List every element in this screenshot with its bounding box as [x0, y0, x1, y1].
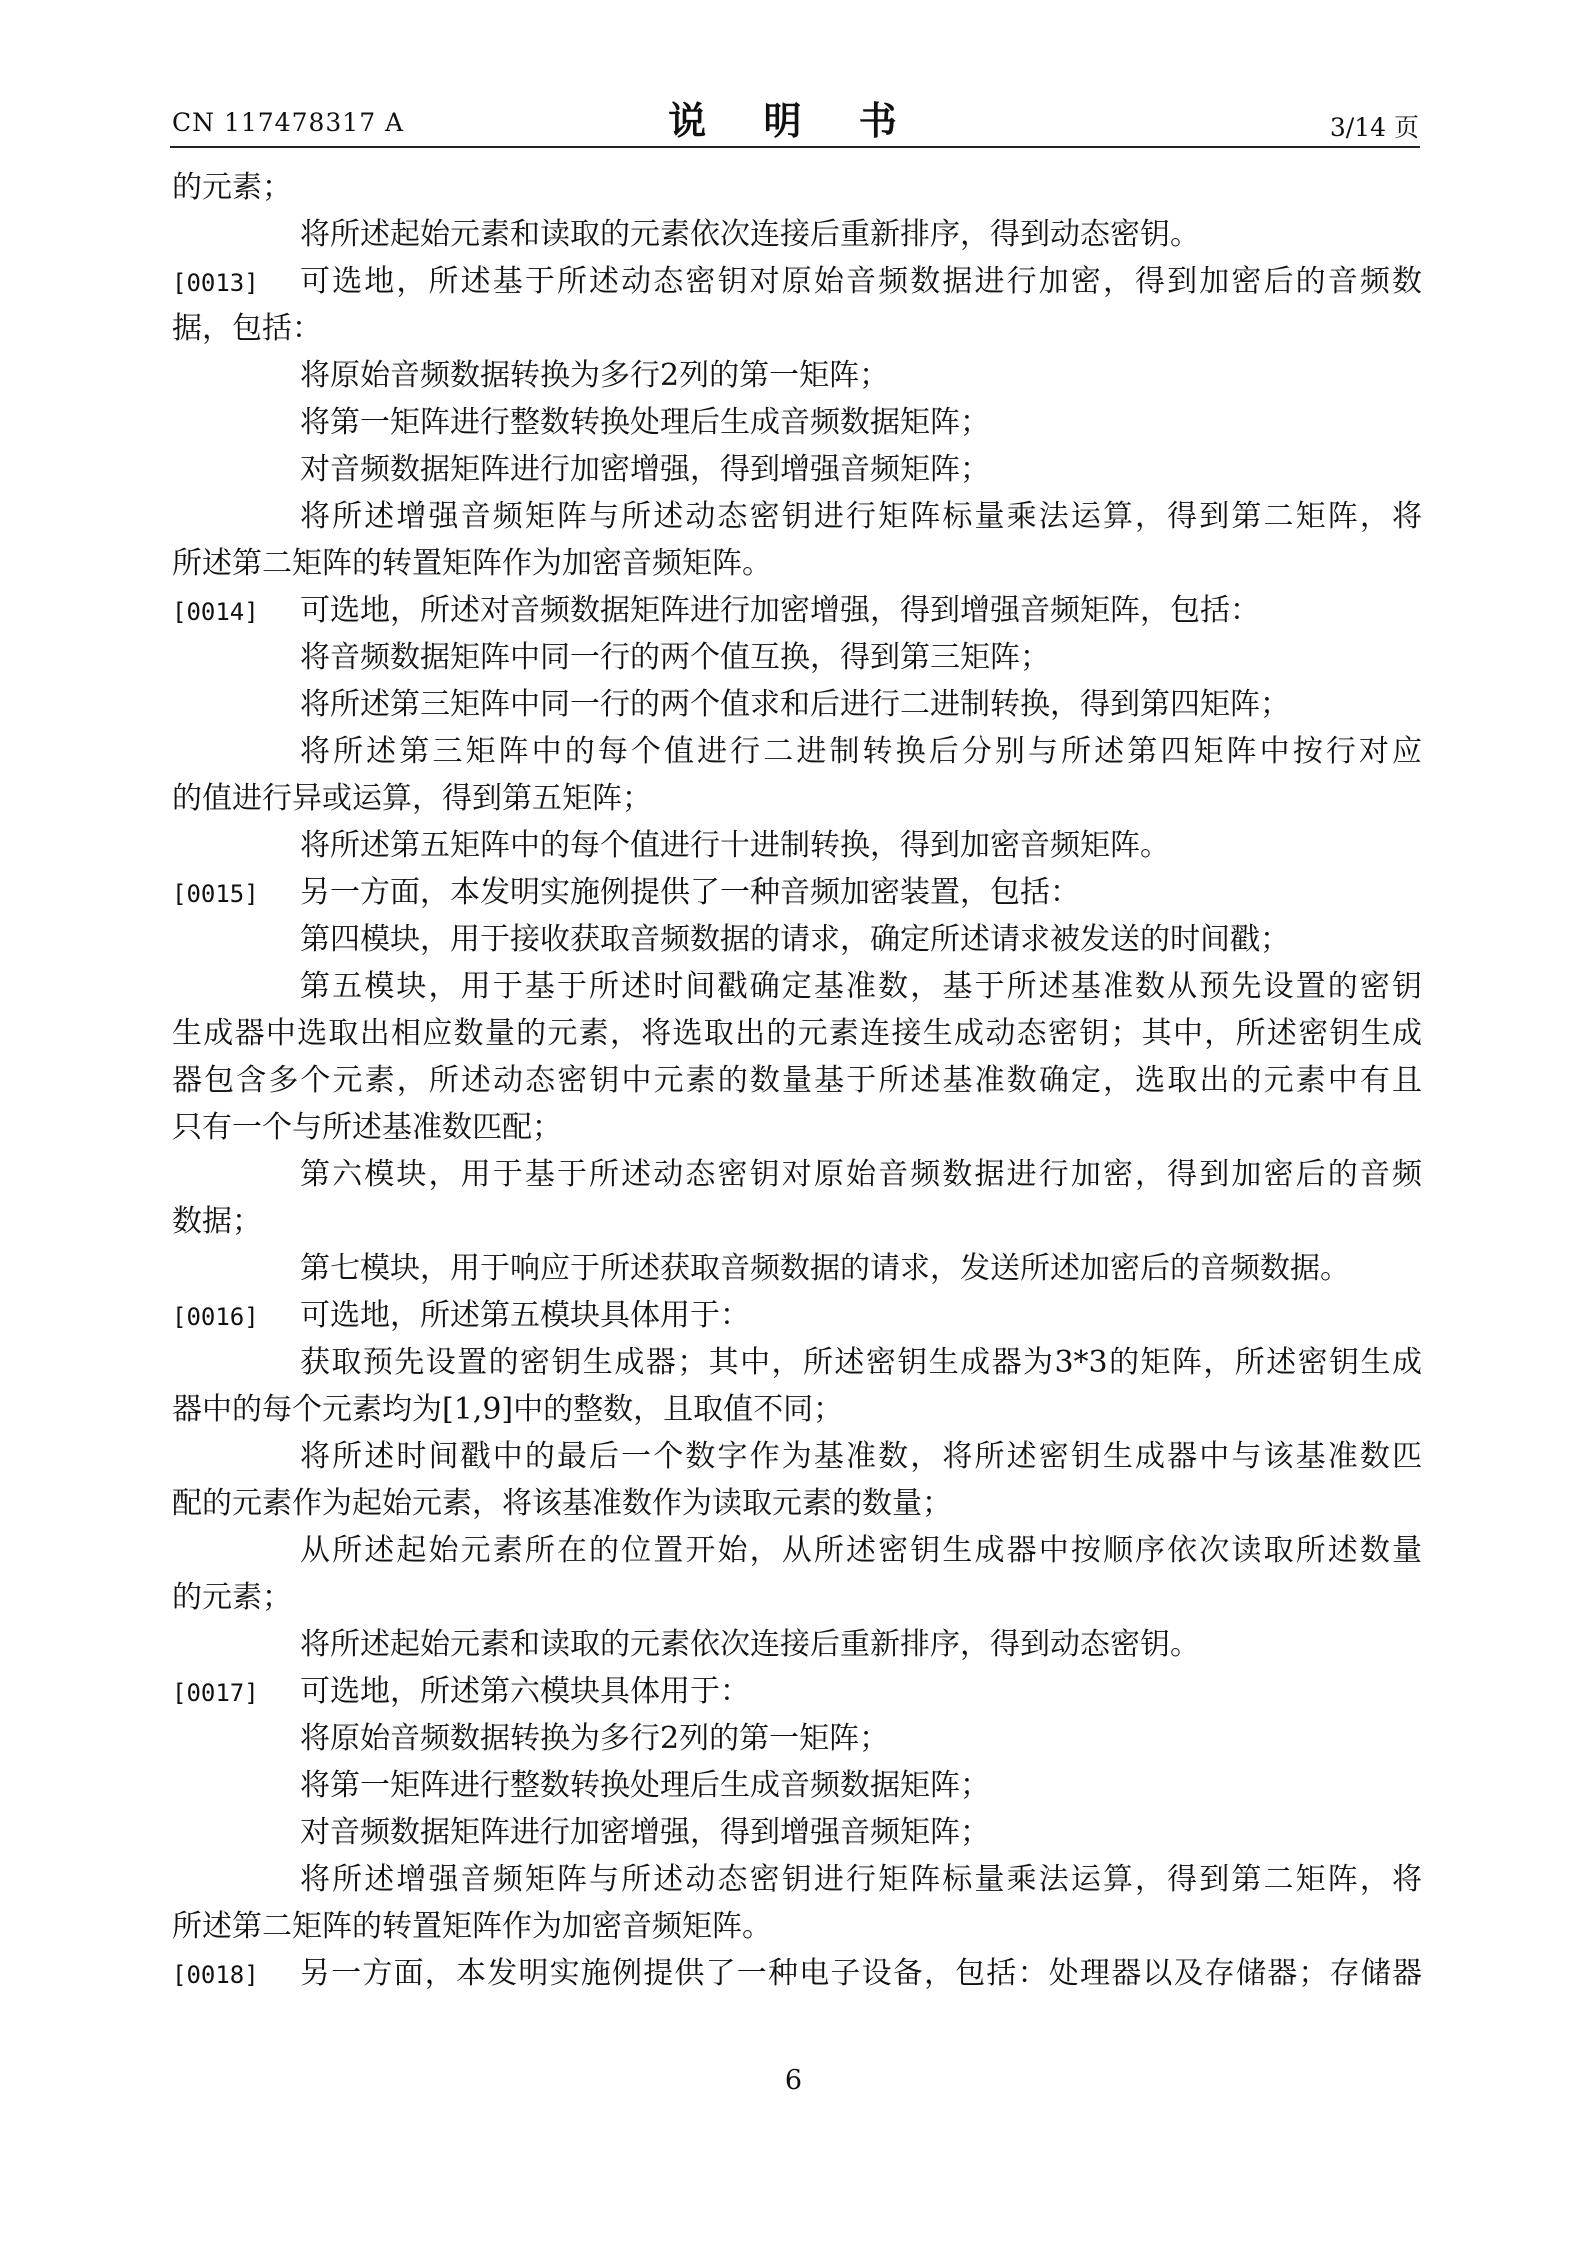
paragraph-line: 的元素；: [172, 170, 292, 205]
document-body: [172, 164, 1422, 1997]
document-title: 说 明 书: [668, 99, 919, 143]
paragraph-line: 将所述起始元素和读取的元素依次连接后重新排序，得到动态密钥。: [300, 1627, 1200, 1662]
paragraph-line: 配的元素作为起始元素，将该基准数作为读取元素的数量；: [172, 1486, 952, 1521]
paragraph-line: 将所述时间戳中的最后一个数字作为基准数，将所述密钥生成器中与该基准数匹: [300, 1439, 1422, 1474]
paragraph-line: [172, 1668, 1422, 1715]
paragraph-number: [0015]: [172, 880, 259, 908]
paragraph-line: 数据；: [172, 1204, 262, 1239]
paragraph-line: 据，包括：: [172, 311, 322, 346]
paragraph-line: [172, 1292, 1422, 1339]
page-indicator: 3/14 页: [1329, 113, 1419, 142]
paragraph-line: 对音频数据矩阵进行加密增强，得到增强音频矩阵；: [300, 452, 990, 487]
line-text: 可选地，所述基于所述动态密钥对原始音频数据进行加密，得到加密后的音频数: [300, 264, 1422, 299]
paragraph-line: 对音频数据矩阵进行加密增强，得到增强音频矩阵；: [300, 1815, 990, 1850]
header-divider: [170, 146, 1420, 148]
paragraph-line: 将原始音频数据转换为多行2列的第一矩阵；: [300, 1721, 890, 1756]
paragraph-line: 器包含多个元素，所述动态密钥中元素的数量基于所述基准数确定，选取出的元素中有且: [172, 1063, 1422, 1098]
paragraph-number: [0013]: [172, 269, 259, 297]
paragraph-line: 器中的每个元素均为[1,9]中的整数，且取值不同；: [172, 1392, 844, 1427]
line-text: 可选地，所述第五模块具体用于：: [300, 1298, 750, 1333]
paragraph-line: 的值进行异或运算，得到第五矩阵；: [172, 781, 652, 816]
paragraph-line: 第五模块，用于基于所述时间戳确定基准数，基于所述基准数从预先设置的密钥: [300, 969, 1422, 1004]
line-text: 另一方面，本发明实施例提供了一种音频加密装置，包括：: [300, 875, 1080, 910]
paragraph-line: [172, 258, 1422, 305]
paragraph-number: [0014]: [172, 598, 259, 626]
paragraph-line: 将原始音频数据转换为多行2列的第一矩阵；: [300, 358, 890, 393]
paragraph-line: 将所述增强音频矩阵与所述动态密钥进行矩阵标量乘法运算，得到第二矩阵，将: [300, 1862, 1422, 1897]
paragraph-line: 将音频数据矩阵中同一行的两个值互换，得到第三矩阵；: [300, 640, 1050, 675]
paragraph-line: 从所述起始元素所在的位置开始，从所述密钥生成器中按顺序依次读取所述数量: [300, 1533, 1422, 1568]
paragraph-line: [172, 1950, 1422, 1997]
paragraph-line: 将所述第五矩阵中的每个值进行十进制转换，得到加密音频矩阵。: [300, 828, 1170, 863]
paragraph-line: 第七模块，用于响应于所述获取音频数据的请求，发送所述加密后的音频数据。: [300, 1251, 1350, 1286]
paragraph-line: 的元素；: [172, 1580, 292, 1615]
patent-number: CN 117478317 A: [172, 108, 405, 137]
paragraph-line: 将所述起始元素和读取的元素依次连接后重新排序，得到动态密钥。: [300, 217, 1200, 252]
paragraph-line: 第六模块，用于基于所述动态密钥对原始音频数据进行加密，得到加密后的音频: [300, 1157, 1422, 1192]
line-text: 可选地，所述第六模块具体用于：: [300, 1674, 750, 1709]
paragraph-line: 第四模块，用于接收获取音频数据的请求，确定所述请求被发送的时间戳；: [300, 922, 1290, 957]
paragraph-line: 获取预先设置的密钥生成器；其中，所述密钥生成器为3*3的矩阵，所述密钥生成: [300, 1345, 1422, 1380]
paragraph-number: [0016]: [172, 1303, 259, 1331]
paragraph-line: 将所述增强音频矩阵与所述动态密钥进行矩阵标量乘法运算，得到第二矩阵，将: [300, 499, 1422, 534]
paragraph-line: 将所述第三矩阵中的每个值进行二进制转换后分别与所述第四矩阵中按行对应: [300, 734, 1422, 769]
paragraph-line: 将第一矩阵进行整数转换处理后生成音频数据矩阵；: [300, 405, 990, 440]
paragraph-line: [172, 869, 1422, 916]
line-text: 可选地，所述对音频数据矩阵进行加密增强，得到增强音频矩阵，包括：: [300, 593, 1260, 628]
paragraph-line: 所述第二矩阵的转置矩阵作为加密音频矩阵。: [172, 1909, 772, 1944]
paragraph-number: [0017]: [172, 1679, 259, 1707]
paragraph-line: 将所述第三矩阵中同一行的两个值求和后进行二进制转换，得到第四矩阵；: [300, 687, 1290, 722]
paragraph-line: 只有一个与所述基准数匹配；: [172, 1110, 562, 1145]
paragraph-line: 生成器中选取出相应数量的元素，将选取出的元素连接生成动态密钥；其中，所述密钥生成: [172, 1016, 1422, 1051]
paragraph-number: [0018]: [172, 1961, 259, 1989]
line-text: 另一方面，本发明实施例提供了一种电子设备，包括：处理器以及存储器；存储器: [300, 1956, 1422, 1991]
page-number: 6: [784, 2065, 803, 2096]
paragraph-line: [172, 587, 1422, 634]
paragraph-line: 将第一矩阵进行整数转换处理后生成音频数据矩阵；: [300, 1768, 990, 1803]
paragraph-line: 所述第二矩阵的转置矩阵作为加密音频矩阵。: [172, 546, 772, 581]
